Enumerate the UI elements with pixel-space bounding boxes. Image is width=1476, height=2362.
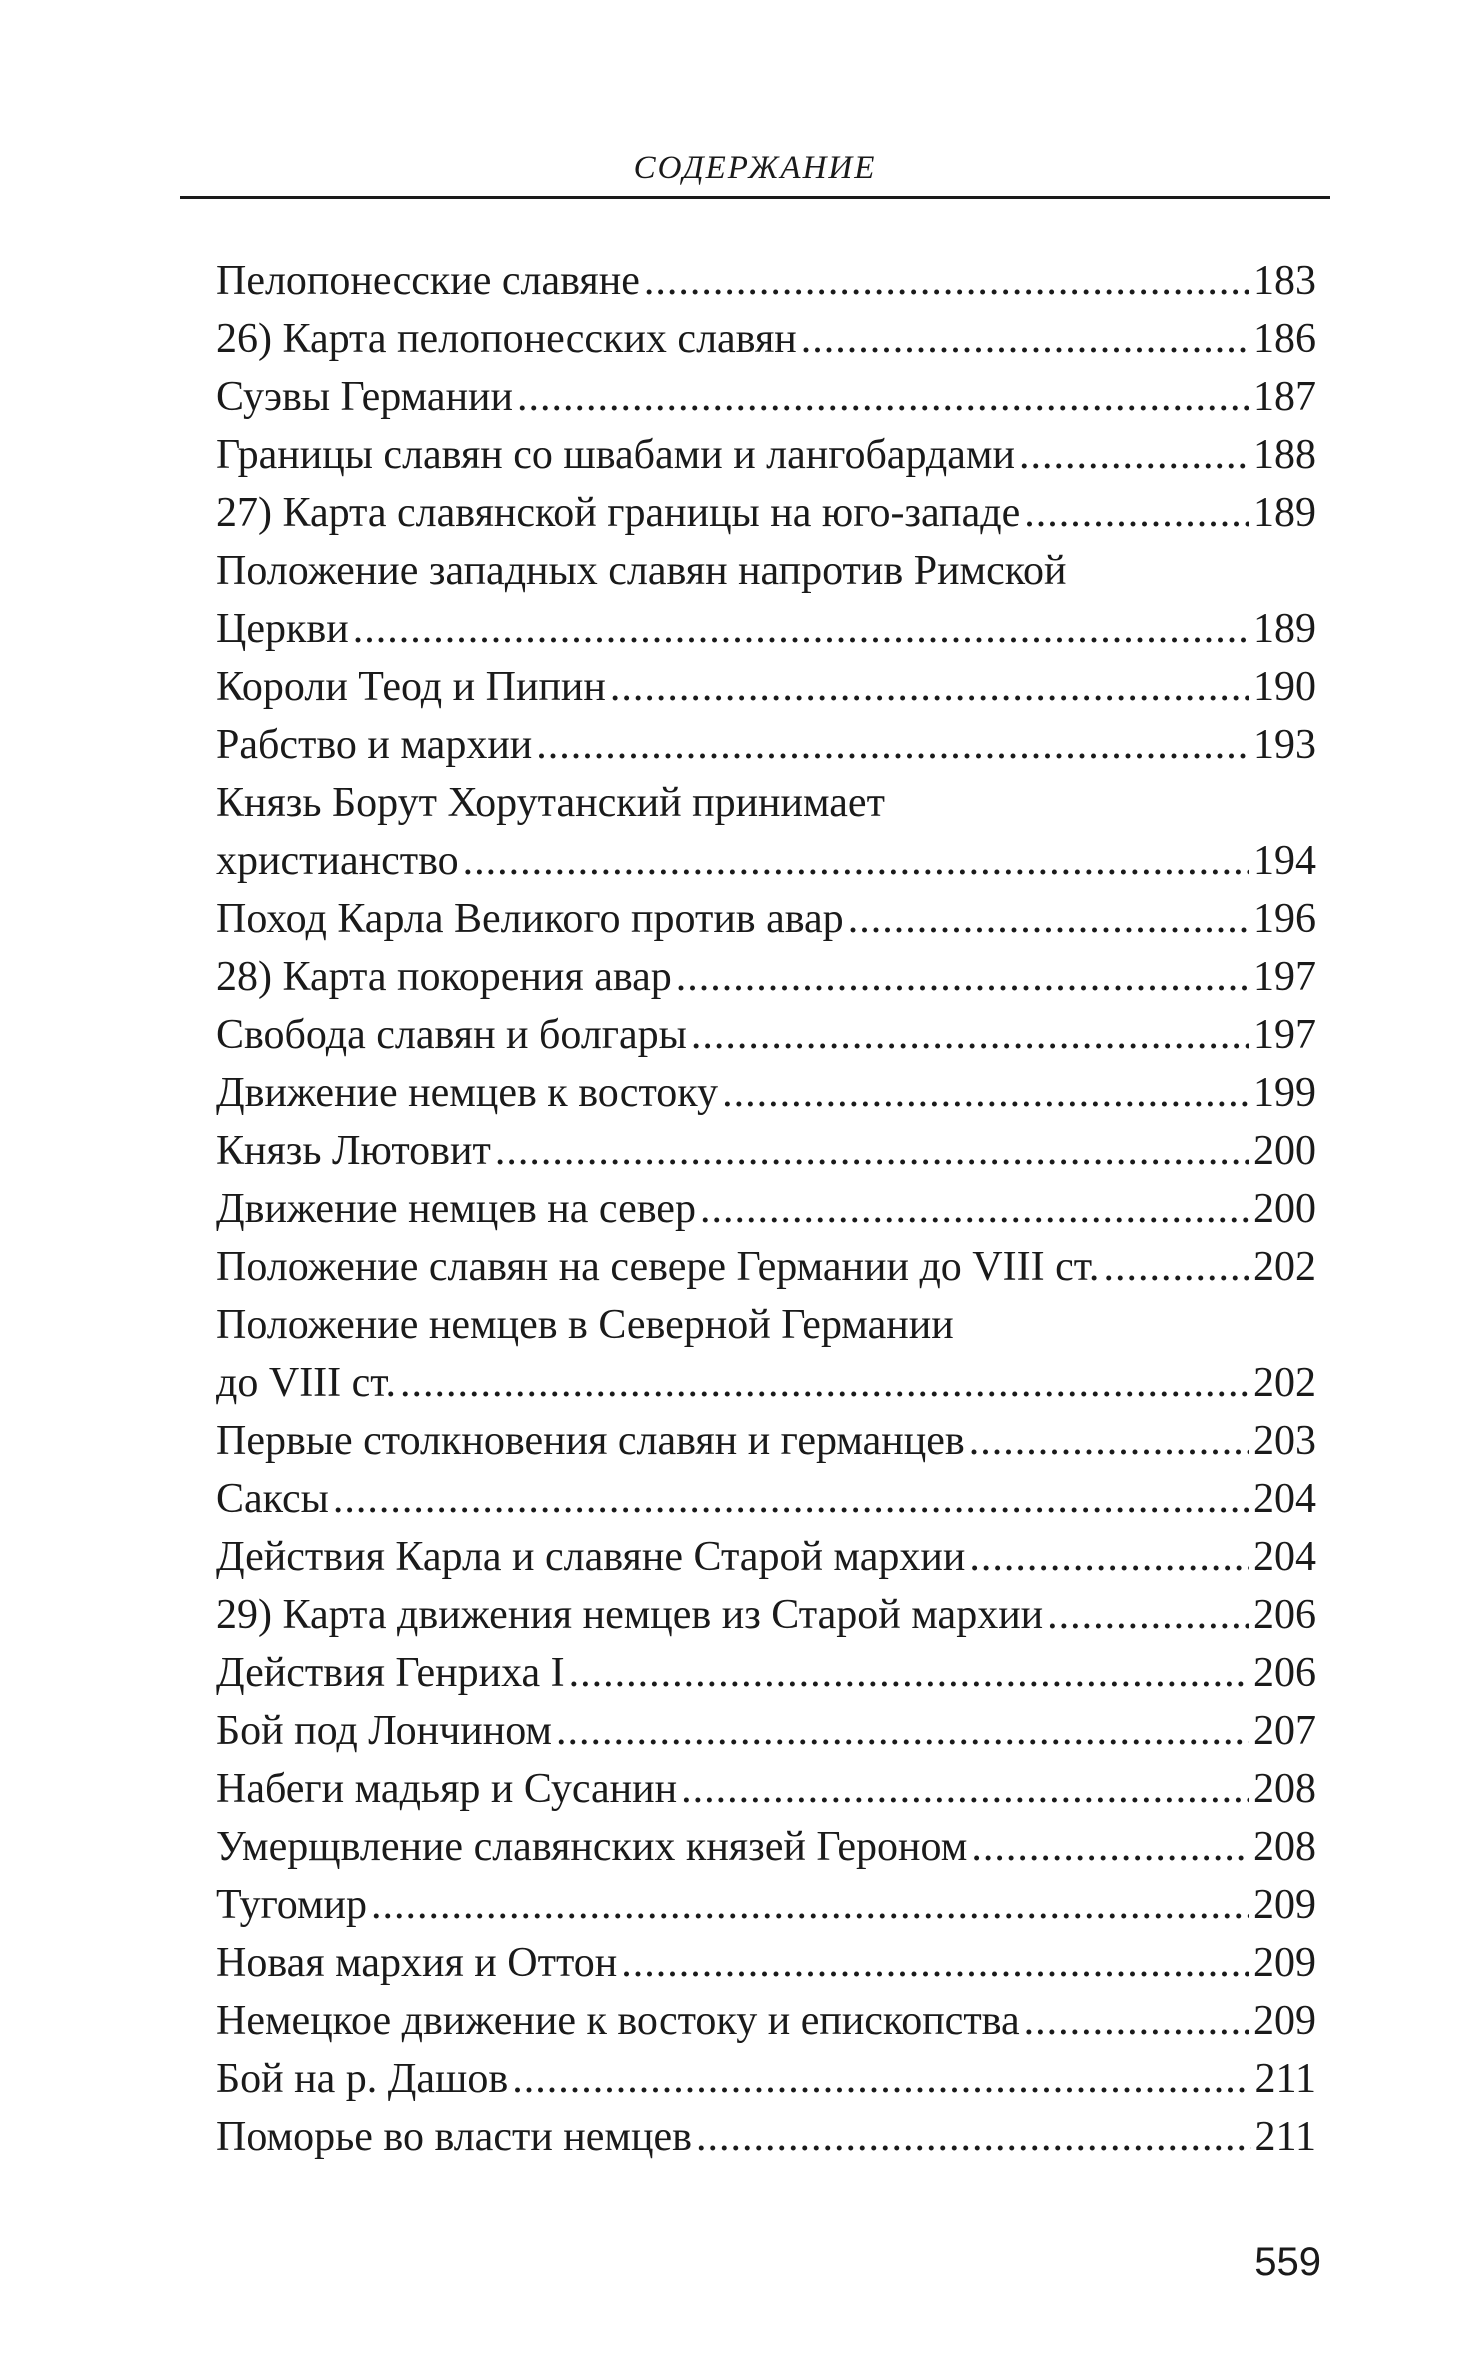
toc-entry — [216, 252, 1316, 310]
toc-entry — [216, 368, 1316, 426]
toc-entry — [216, 1586, 1316, 1644]
toc-entry-page: 190 — [1253, 664, 1316, 710]
dot-leader — [463, 832, 1249, 890]
toc-entry-page: 187 — [1253, 374, 1316, 420]
toc-entry-title: Положение западных славян напротив Римской — [216, 548, 1067, 594]
toc-entry — [216, 1238, 1316, 1296]
dot-leader — [517, 368, 1249, 426]
dot-leader — [691, 1006, 1249, 1064]
toc-entry — [216, 658, 1316, 716]
toc-entry-page: 197 — [1253, 954, 1316, 1000]
toc-entry-page: 189 — [1253, 606, 1316, 652]
toc-entry-title: Движение немцев на север — [216, 1186, 696, 1232]
toc-entry — [216, 2108, 1316, 2166]
toc-entry-title: Рабство и мархии — [216, 722, 533, 768]
toc-entry-title: Набеги мадьяр и Сусанин — [216, 1766, 678, 1812]
dot-leader — [1019, 426, 1249, 484]
toc-entry-page: 209 — [1253, 1998, 1316, 2044]
toc-entry-page: 199 — [1253, 1070, 1316, 1116]
toc-entry-title: Свобода славян и болгары — [216, 1012, 687, 1058]
toc-entry-title: 29) Карта движения немцев из Старой мархии — [216, 1592, 1044, 1638]
table-of-contents — [216, 252, 1316, 2166]
toc-entry — [216, 1296, 1316, 1354]
toc-entry-page: 194 — [1253, 838, 1316, 884]
dot-leader — [536, 716, 1249, 774]
dot-leader — [1024, 1992, 1249, 2050]
toc-entry — [216, 1992, 1316, 2050]
toc-entry-page: 196 — [1253, 896, 1316, 942]
dot-leader — [801, 310, 1249, 368]
toc-entry — [216, 1528, 1316, 1586]
toc-entry-title: Действия Карла и славяне Старой мархии — [216, 1534, 966, 1580]
toc-entry-title: до VIII ст. — [216, 1360, 396, 1406]
dot-leader — [333, 1470, 1249, 1528]
toc-entry — [216, 832, 1316, 890]
toc-entry-title: Саксы — [216, 1476, 329, 1522]
dot-leader — [495, 1122, 1249, 1180]
toc-entry — [216, 310, 1316, 368]
toc-entry-title: Суэвы Германии — [216, 374, 513, 420]
toc-entry — [216, 484, 1316, 542]
toc-entry — [216, 1180, 1316, 1238]
toc-entry-title: Немецкое движение к востоку и епископства — [216, 1998, 1020, 2044]
toc-entry-page: 204 — [1253, 1534, 1316, 1580]
dot-leader — [569, 1644, 1249, 1702]
toc-entry-page: 208 — [1253, 1824, 1316, 1870]
toc-entry — [216, 1702, 1316, 1760]
toc-entry — [216, 1354, 1316, 1412]
toc-entry-page: 211 — [1254, 2114, 1316, 2160]
toc-entry-title: Князь Борут Хорутанский принимает — [216, 780, 885, 826]
dot-leader — [512, 2050, 1250, 2108]
toc-entry-page: 207 — [1253, 1708, 1316, 1754]
toc-entry-page: 188 — [1253, 432, 1316, 478]
toc-entry — [216, 1760, 1316, 1818]
toc-entry — [216, 1818, 1316, 1876]
dot-leader — [1024, 484, 1249, 542]
toc-entry — [216, 542, 1316, 600]
dot-leader — [969, 1412, 1249, 1470]
dot-leader — [696, 2108, 1251, 2166]
toc-entry-title: Поход Карла Великого против авар — [216, 896, 844, 942]
toc-entry-page: 206 — [1253, 1592, 1316, 1638]
toc-entry-title: Положение немцев в Северной Германии — [216, 1302, 954, 1348]
toc-entry — [216, 2050, 1316, 2108]
dot-leader — [644, 252, 1249, 310]
header-rule — [180, 196, 1330, 199]
dot-leader — [610, 658, 1249, 716]
toc-entry-title: Границы славян со швабами и лангобардами — [216, 432, 1015, 478]
dot-leader — [1103, 1238, 1249, 1296]
toc-entry-title: Умерщвление славянских князей Героном — [216, 1824, 968, 1870]
dot-leader — [621, 1934, 1249, 1992]
toc-entry-page: 206 — [1253, 1650, 1316, 1696]
toc-entry-page: 197 — [1253, 1012, 1316, 1058]
toc-entry — [216, 1644, 1316, 1702]
toc-entry-page: 193 — [1253, 722, 1316, 768]
dot-leader — [969, 1528, 1249, 1586]
toc-entry-page: 208 — [1253, 1766, 1316, 1812]
toc-entry-title: христианство — [216, 838, 459, 884]
dot-leader — [371, 1876, 1249, 1934]
toc-entry — [216, 600, 1316, 658]
toc-entry-page: 200 — [1253, 1128, 1316, 1174]
toc-entry-title: Движение немцев к востоку — [216, 1070, 719, 1116]
toc-entry-page: 204 — [1253, 1476, 1316, 1522]
toc-entry — [216, 948, 1316, 1006]
toc-entry-page: 209 — [1253, 1940, 1316, 1986]
toc-entry — [216, 716, 1316, 774]
toc-entry — [216, 1470, 1316, 1528]
toc-entry — [216, 1412, 1316, 1470]
toc-entry-title: Пелопонесские славяне — [216, 258, 640, 304]
toc-entry-page: 183 — [1253, 258, 1316, 304]
toc-entry-title: 27) Карта славянской границы на юго-западе — [216, 490, 1021, 536]
toc-entry — [216, 1064, 1316, 1122]
toc-entry-title: Поморье во власти немцев — [216, 2114, 692, 2160]
dot-leader — [1047, 1586, 1249, 1644]
dot-leader — [848, 890, 1249, 948]
running-head: СОДЕРЖАНИЕ — [633, 150, 877, 186]
toc-entry-title: Первые столкновения славян и германцев — [216, 1418, 965, 1464]
page-number: 559 — [1254, 2240, 1321, 2284]
toc-entry-title: Церкви — [216, 606, 349, 652]
toc-entry-page: 203 — [1253, 1418, 1316, 1464]
toc-entry — [216, 1006, 1316, 1064]
toc-entry-title: Бой под Лончином — [216, 1708, 552, 1754]
toc-entry — [216, 1122, 1316, 1180]
dot-leader — [400, 1354, 1249, 1412]
toc-entry — [216, 426, 1316, 484]
toc-entry — [216, 890, 1316, 948]
toc-entry-page: 209 — [1253, 1882, 1316, 1928]
toc-entry-title: Князь Лютовит — [216, 1128, 491, 1174]
toc-entry-page: 202 — [1253, 1244, 1316, 1290]
toc-entry-page: 186 — [1253, 316, 1316, 362]
toc-entry-title: 28) Карта покорения авар — [216, 954, 672, 1000]
toc-entry-title: Положение славян на севере Германии до VIII ст. — [216, 1244, 1100, 1290]
dot-leader — [353, 600, 1249, 658]
toc-entry — [216, 1876, 1316, 1934]
toc-entry-page: 189 — [1253, 490, 1316, 536]
toc-entry-page: 211 — [1254, 2056, 1316, 2102]
toc-entry-page: 202 — [1253, 1360, 1316, 1406]
dot-leader — [971, 1818, 1249, 1876]
toc-entry-title: Новая мархия и Оттон — [216, 1940, 618, 1986]
toc-entry-title: Короли Теод и Пипин — [216, 664, 606, 710]
toc-entry — [216, 774, 1316, 832]
toc-entry-title: Действия Генриха I — [216, 1650, 565, 1696]
toc-entry-title: Бой на р. Дашов — [216, 2056, 509, 2102]
toc-entry-title: Тугомир — [216, 1882, 367, 1928]
dot-leader — [556, 1702, 1249, 1760]
dot-leader — [722, 1064, 1249, 1122]
toc-entry-page: 200 — [1253, 1186, 1316, 1232]
toc-entry — [216, 1934, 1316, 1992]
dot-leader — [681, 1760, 1249, 1818]
dot-leader — [676, 948, 1249, 1006]
dot-leader — [700, 1180, 1249, 1238]
toc-entry-title: 26) Карта пелопонесских славян — [216, 316, 797, 362]
